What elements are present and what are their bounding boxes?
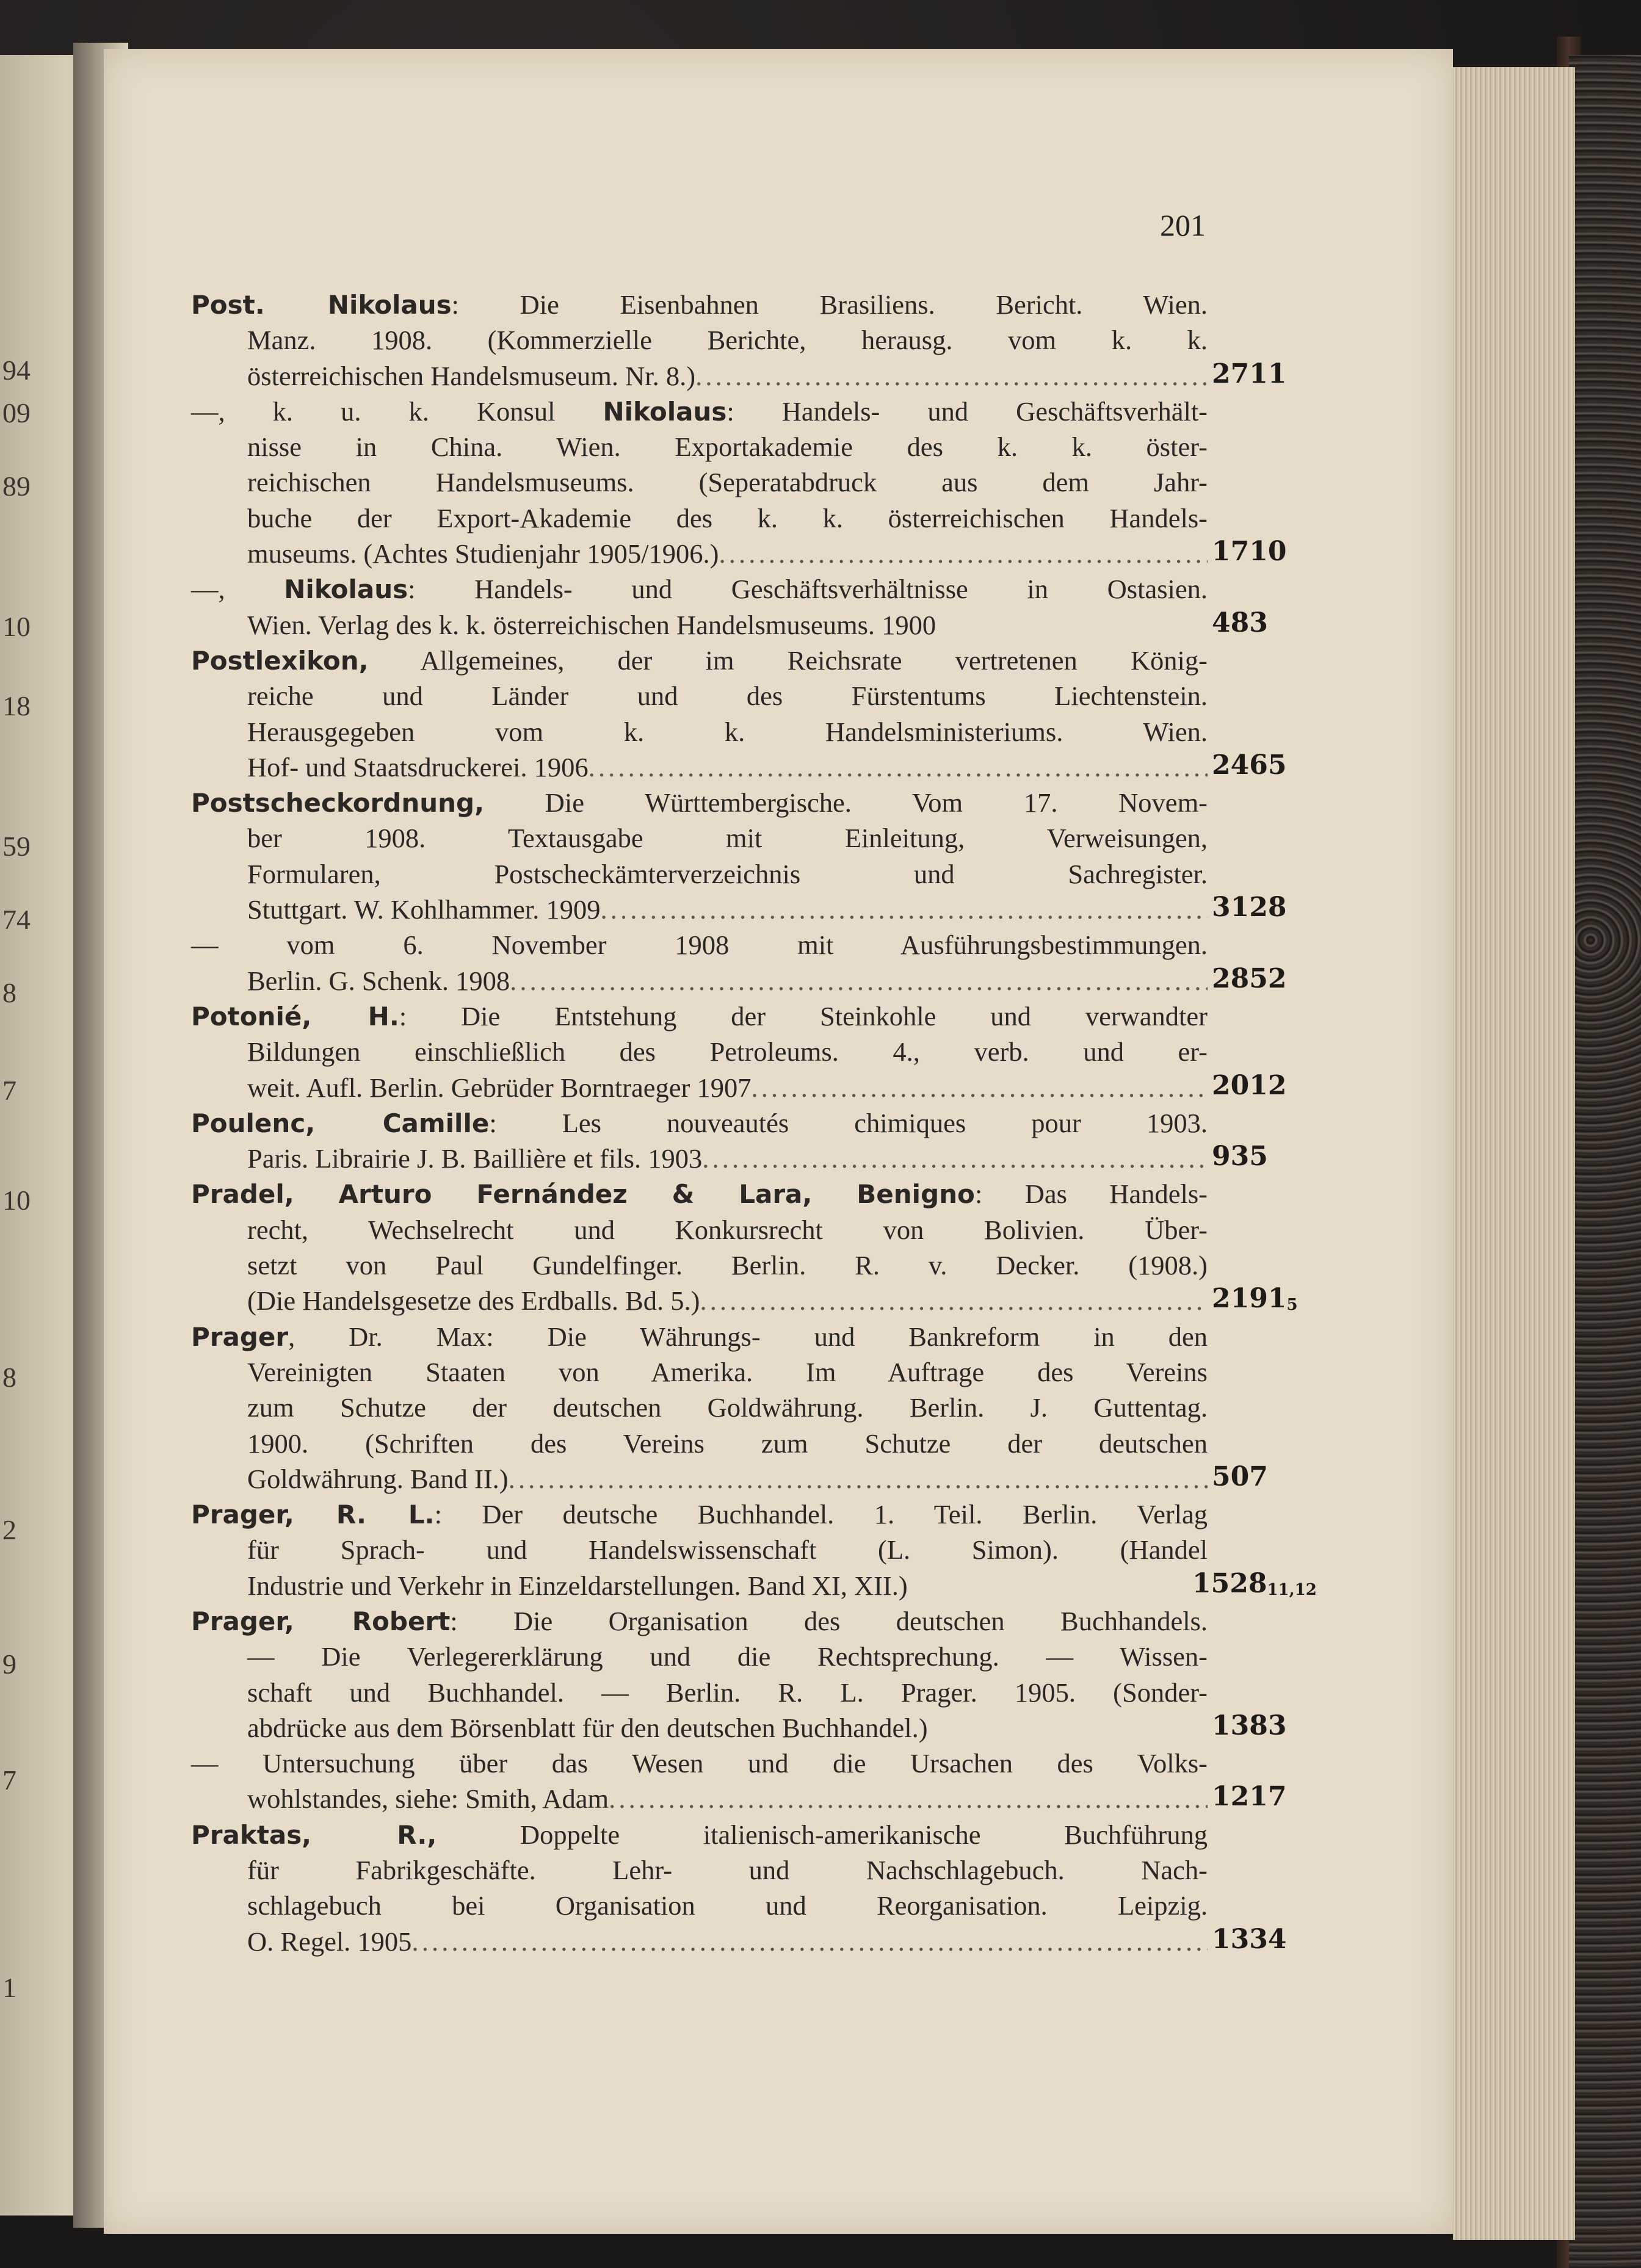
left-fragment: 89	[2, 471, 31, 502]
left-fragment: 59	[2, 831, 31, 862]
left-fragment: 10	[2, 1185, 31, 1216]
page-number: 201	[1160, 208, 1206, 242]
index-entry: Praktas, R., Doppelte italienisch-amerikanische Buchführung für Fabrikgeschäfte. Lehr- und Nachschlagebuch. Nach- schlagebuch bei Organisation und Reorganisation. Leipzig. O. Regel. 1905 . . . 1334	[191, 1817, 1208, 1959]
entry-heading: Post. Nikolaus	[191, 290, 452, 320]
left-fragment: 09	[2, 397, 31, 428]
index-entries	[191, 287, 1317, 1959]
index-entry: Potonié, H.: Die Entstehung der Steinkohle und verwandter Bildungen einschließlich des Petroleums. 4., verb. und er- weit. Aufl. Berlin. Gebrüder Borntraeger 1907 . . . 2012	[191, 999, 1208, 1105]
marbled-cover	[1569, 55, 1641, 2268]
left-fragment: 10	[2, 611, 31, 642]
entry-number: 1334	[1212, 1923, 1287, 1955]
entry-number: 1383	[1212, 1710, 1287, 1741]
entry-heading: Prager	[191, 1321, 289, 1352]
index-entry: Prager, Dr. Max: Die Währungs- und Bankreform in den Vereinigten Staaten von Amerika. Im Auftrage des Vereins zum Schutze der deutschen Goldwährung. Berlin. J. Guttentag. 1900. (Schriften des Vereins zum Schutze der deutschen Goldwährung. Band II.) . . . 507	[191, 1319, 1208, 1497]
entry-heading: Pradel, Arturo Fernández & Lara, Benigno	[191, 1179, 975, 1210]
entry-number: 1217	[1212, 1781, 1287, 1813]
entry-heading: Nikolaus	[284, 574, 408, 605]
entry-number: $2191_5$	[1212, 1283, 1298, 1315]
entry-heading: Prager, R. L.	[191, 1500, 435, 1530]
left-fragment: 9	[2, 1649, 16, 1680]
page-edges	[1453, 67, 1575, 2240]
entry-number: 1710	[1212, 536, 1287, 568]
index-entry: — vom 6. November 1908 mit Ausführungsbestimmungen. Berlin. G. Schenk. 1908 . . . 2852	[191, 927, 1208, 999]
left-fragment: 8	[2, 977, 16, 1008]
entry-number: $1528_{11,12}$	[1192, 1567, 1317, 1599]
index-entry: Postscheckordnung, Die Württembergische. Vom 17. Novem- ber 1908. Textausgabe mit Einleitung, Verweisungen, Formularen, Postscheckämterverzeichnis und Sachregister. Stuttgart. W. Kohlhammer. 1909 . . . 3128	[191, 785, 1208, 927]
entry-heading: Postscheckordnung,	[191, 788, 485, 818]
entry-heading: Praktas, R.,	[191, 1819, 437, 1850]
index-entry: Pradel, Arturo Fernández & Lara, Benigno: Das Handels- recht, Wechselrecht und Konkursrecht von Bolivien. Über- setzt von Paul Gundelfinger. Berlin. R. v. Decker. (1908.) (Die Handelsgesetze des Erdballs. Bd. 5.) . . . $2191_5$	[191, 1176, 1208, 1318]
left-fragment: 18	[2, 690, 31, 721]
left-fragment: 7	[2, 1764, 16, 1796]
index-entry: — Untersuchung über das Wesen und die Ursachen des Volks- wohlstandes, siehe: Smith, Adam . . . 1217	[191, 1746, 1208, 1817]
entry-number: 2711	[1212, 358, 1287, 389]
left-fragment: 74	[2, 904, 31, 935]
left-fragment: 7	[2, 1075, 16, 1106]
index-entry: Prager, Robert: Die Organisation des deutschen Buchhandels. — Die Verlegererklärung und die Rechtsprechung. — Wissen- schaft und Buchhandel. — Berlin. R. L. Prager. 1905. (Sonder- abdrücke aus dem Börsenblatt für den deutschen Buchhandel.) 1383	[191, 1605, 1287, 1743]
index-entry: Poulenc, Camille: Les nouveautés chimiques pour 1903. Paris. Librairie J. B. Baillière et fils. 1903 . . . 935	[191, 1105, 1208, 1177]
left-fragment: 2	[2, 1514, 16, 1545]
entry-number: 3128	[1212, 892, 1287, 923]
left-fragment: 8	[2, 1362, 16, 1393]
entry-number: 935	[1212, 1141, 1268, 1172]
index-entry: Post. Nikolaus: Die Eisenbahnen Brasiliens. Bericht. Wien. Manz. 1908. (Kommerzielle Berichte, herausg. vom k. k. österreichischen Handelsmuseum. Nr. 8.) . . . 2711	[191, 287, 1208, 394]
index-entry: —, k. u. k. Konsul Nikolaus: Handels- und Geschäftsverhält- nisse in China. Wien. Exportakademie des k. k. öster- reichischen Handelsmuseums. (Seperatabdruck aus dem Jahr- buche der Export-Akademie des k. k. österreichischen Handels- museums. (Achtes Studienjahr 1905/1906.) . . . 1710	[191, 394, 1208, 571]
entry-heading: Prager, Robert	[191, 1606, 451, 1636]
left-fragment: 94	[2, 355, 31, 386]
entry-number: 2852	[1212, 962, 1287, 994]
entry-heading: Postlexikon,	[191, 645, 369, 676]
entry-number: 2465	[1212, 749, 1287, 781]
left-fragment: 1	[2, 1972, 16, 2003]
entry-heading: Nikolaus	[603, 396, 727, 427]
entry-heading: Potonié, H.	[191, 1001, 399, 1031]
entry-number: 507	[1212, 1461, 1268, 1492]
entry-number: 2012	[1212, 1069, 1287, 1101]
entry-number: 483	[1212, 607, 1268, 638]
index-entry: Prager, R. L.: Der deutsche Buchhandel. 1. Teil. Berlin. Verlag für Sprach- und Handelswissenschaft (L. Simon). (Handel Industrie und Verkehr in Einzeldarstellungen. Band XI, XII.) $1528_{11,12}$	[191, 1499, 1317, 1601]
index-entry: —, Nikolaus: Handels- und Geschäftsverhältnisse in Ostasien. Wien. Verlag des k. k. österreichischen Handelsmuseums. 1900 483	[191, 574, 1268, 640]
entry-heading: Poulenc, Camille	[191, 1108, 490, 1138]
index-entry: Postlexikon, Allgemeines, der im Reichsrate vertretenen König- reiche und Länder und des Fürstentums Liechtenstein. Herausgegeben vom k. k. Handelsministeriums. Wien. Hof- und Staatsdruckerei. 1906 . . . 2465	[191, 643, 1208, 785]
